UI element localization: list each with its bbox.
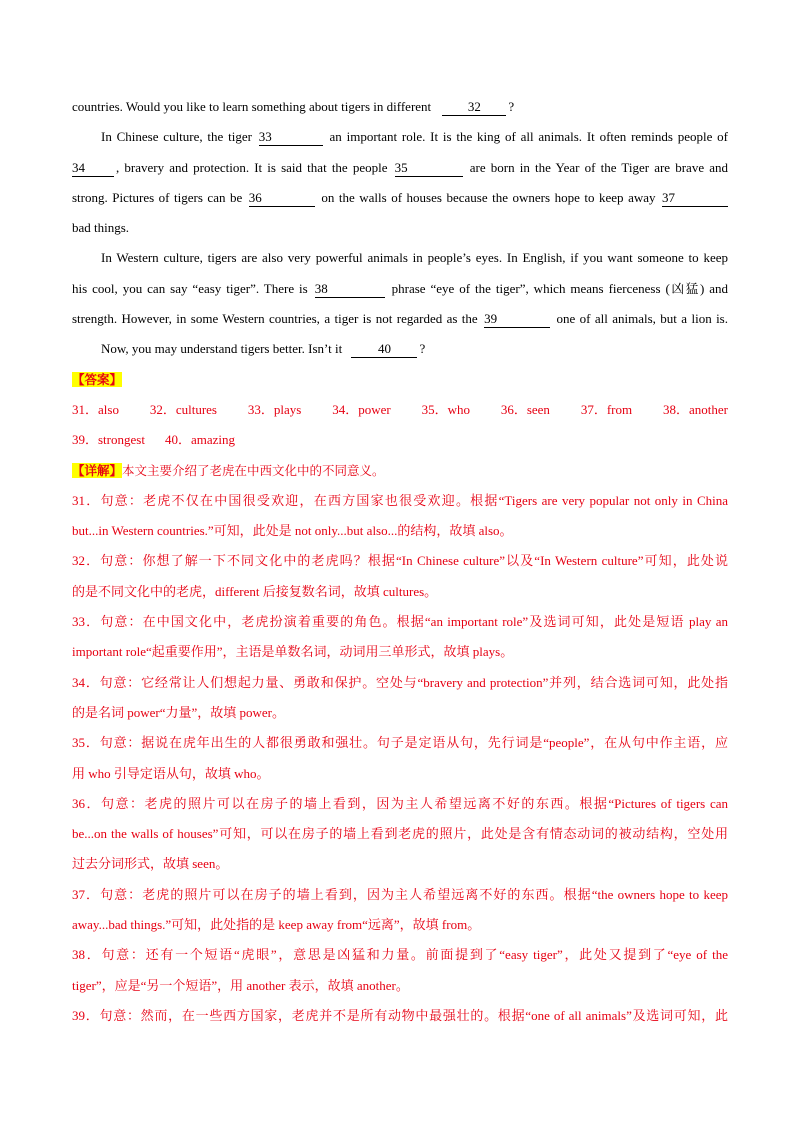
passage-text: strong. Pictures of tigers can be	[72, 189, 243, 205]
explanation-line: 36．句意：老虎的照片可以在房子的墙上看到，因为主人希望远离不好的东西。根据“Pictures of tigers can	[72, 795, 728, 811]
passage-text: one of all animals, but a lion is.	[556, 311, 728, 327]
answer-item: 33．plays	[247, 401, 302, 417]
answer-heading	[72, 365, 728, 395]
passage-text: , bravery and protection. It is said that the people	[116, 159, 388, 175]
detail-label: 【详解】	[72, 462, 123, 478]
explanation-line: 35．句意：据说在虎年出生的人都很勇敢和强壮。句子是定语从句，先行词是“people”，在从句中作主语，应	[72, 735, 728, 751]
explanation-line: 39．句意：然而，在一些西方国家，老虎并不是所有动物中最强壮的。根据“one of all animals”及选词可知，此	[72, 1007, 728, 1023]
passage-text: Now, you may understand tigers better. Isn’t it	[101, 341, 343, 357]
passage-text-part: phrase “eye of the tiger”, which means fierceness (	[391, 280, 670, 296]
passage-text-cjk: 凶猛	[669, 280, 700, 296]
passage-line-7	[72, 274, 728, 304]
passage-text: In Western culture, tigers are also very powerful animals in people’s eyes. In English, if you want someone to keep	[101, 250, 728, 266]
detail-intro: 本文主要介绍了老虎在中西文化中的不同意义。	[122, 462, 385, 478]
passage-text: strength. However, in some Western countries, a tiger is not regarded as the	[72, 311, 478, 327]
blank-35: 35	[395, 160, 463, 177]
explanation-line: 的是不同文化中的老虎，different 后接复数名词，故填 cultures。	[72, 583, 438, 599]
answer-item: 31．also	[72, 401, 119, 417]
blank-38: 38	[315, 281, 385, 298]
passage-text	[392, 281, 728, 296]
answer-label: 【答案】	[72, 371, 123, 387]
explanation-line: 用 who 引导定语从句，故填 who。	[72, 765, 270, 781]
explanation-line: tiger”，应是“另一个短语”，用 another 表示，故填 another。	[72, 977, 409, 993]
passage-line-4	[72, 183, 728, 213]
worksheet-page	[72, 92, 728, 1031]
explanation-line: 37．句意：老虎的照片可以在房子的墙上看到，因为主人希望远离不好的东西。根据“the owners hope to keep	[72, 886, 728, 902]
explanation-line: 的是名词 power“力量”，故填 power。	[72, 704, 286, 720]
passage-text: bad things.	[72, 220, 130, 236]
blank-34: 34	[72, 160, 114, 177]
answer-item: 37．from	[580, 401, 633, 417]
passage-text: ?	[419, 341, 426, 357]
answer-item: 36．seen	[500, 401, 550, 417]
passage-line-9	[72, 334, 728, 364]
answers-row-1	[72, 395, 728, 425]
passage-line-1	[72, 92, 728, 122]
answers-row-2	[72, 425, 728, 455]
answer-item: 40．amazing	[164, 432, 235, 448]
answer-item: 38．another	[662, 401, 728, 417]
detail-heading	[72, 456, 728, 486]
passage-line-2	[72, 122, 728, 152]
explanation-line: important role“起重要作用”，主语是单数名词，动词用三单形式，故填 plays。	[72, 644, 514, 660]
explanation-line: be...on the walls of houses”可知，可以在房子的墙上看到老虎的照片，此处是含有情态动词的被动结构，空处用	[72, 826, 728, 842]
passage-line-8	[72, 304, 728, 334]
blank-40: 40	[351, 341, 417, 358]
passage-text: an important role. It is the king of all animals. It often reminds people of	[329, 129, 729, 145]
explanation-line: 33．句意：在中国文化中，老虎扮演着重要的角色。根据“an important role”及选词可知，此处是短语 play an	[72, 614, 728, 630]
explanation-line: 过去分词形式，故填 seen。	[72, 856, 229, 872]
passage-line-5	[72, 213, 728, 243]
passage-text: In Chinese culture, the tiger	[101, 129, 252, 145]
explanation-line: but...in Western countries.”可知，此处是 not only...but also...的结构，故填 also。	[72, 523, 513, 539]
explanation-line: 32．句意：你想了解一下不同文化中的老虎吗？根据“In Chinese culture”以及“In Western culture”可知，此处说	[72, 553, 728, 569]
blank-37: 37	[662, 190, 728, 207]
answer-item: 32．cultures	[149, 401, 217, 417]
passage-text: countries. Would you like to learn something about tigers in different	[72, 99, 432, 114]
explanation-line: 31．句意：老虎不仅在中国很受欢迎，在西方国家也很受欢迎。根据“Tigers are very popular not only in China	[72, 492, 728, 508]
blank-36: 36	[249, 190, 315, 207]
explanation-line: 34．句意：它经常让人们想起力量、勇敢和保护。空处与“bravery and protection”并列，结合选词可知，此处指	[72, 674, 728, 690]
passage-line-6	[72, 243, 728, 273]
explanation-line: 38．句意：还有一个短语“虎眼”，意思是凶猛和力量。前面提到了“easy tiger”，此处又提到了“eye of the	[72, 947, 728, 963]
explanations	[72, 486, 728, 1031]
blank-32: 32	[442, 99, 506, 116]
passage-line-3	[72, 153, 728, 183]
passage-text-part: ) and	[699, 280, 728, 296]
answer-item: 34．power	[332, 401, 391, 417]
answer-item: 35．who	[421, 401, 470, 417]
passage-text: on the walls of houses because the owners hope to keep away	[321, 189, 656, 205]
explanation-line: away...bad things.”可知，此处指的是 keep away from“远离”，故填 from。	[72, 917, 481, 933]
passage-text: are born in the Year of the Tiger are brave and	[469, 159, 728, 175]
passage-text: ?	[508, 99, 515, 114]
answer-item: 39．strongest	[72, 432, 145, 448]
passage-text: his cool, you can say “easy tiger”. There is	[72, 280, 308, 296]
blank-39: 39	[484, 311, 550, 328]
blank-33: 33	[259, 129, 323, 146]
